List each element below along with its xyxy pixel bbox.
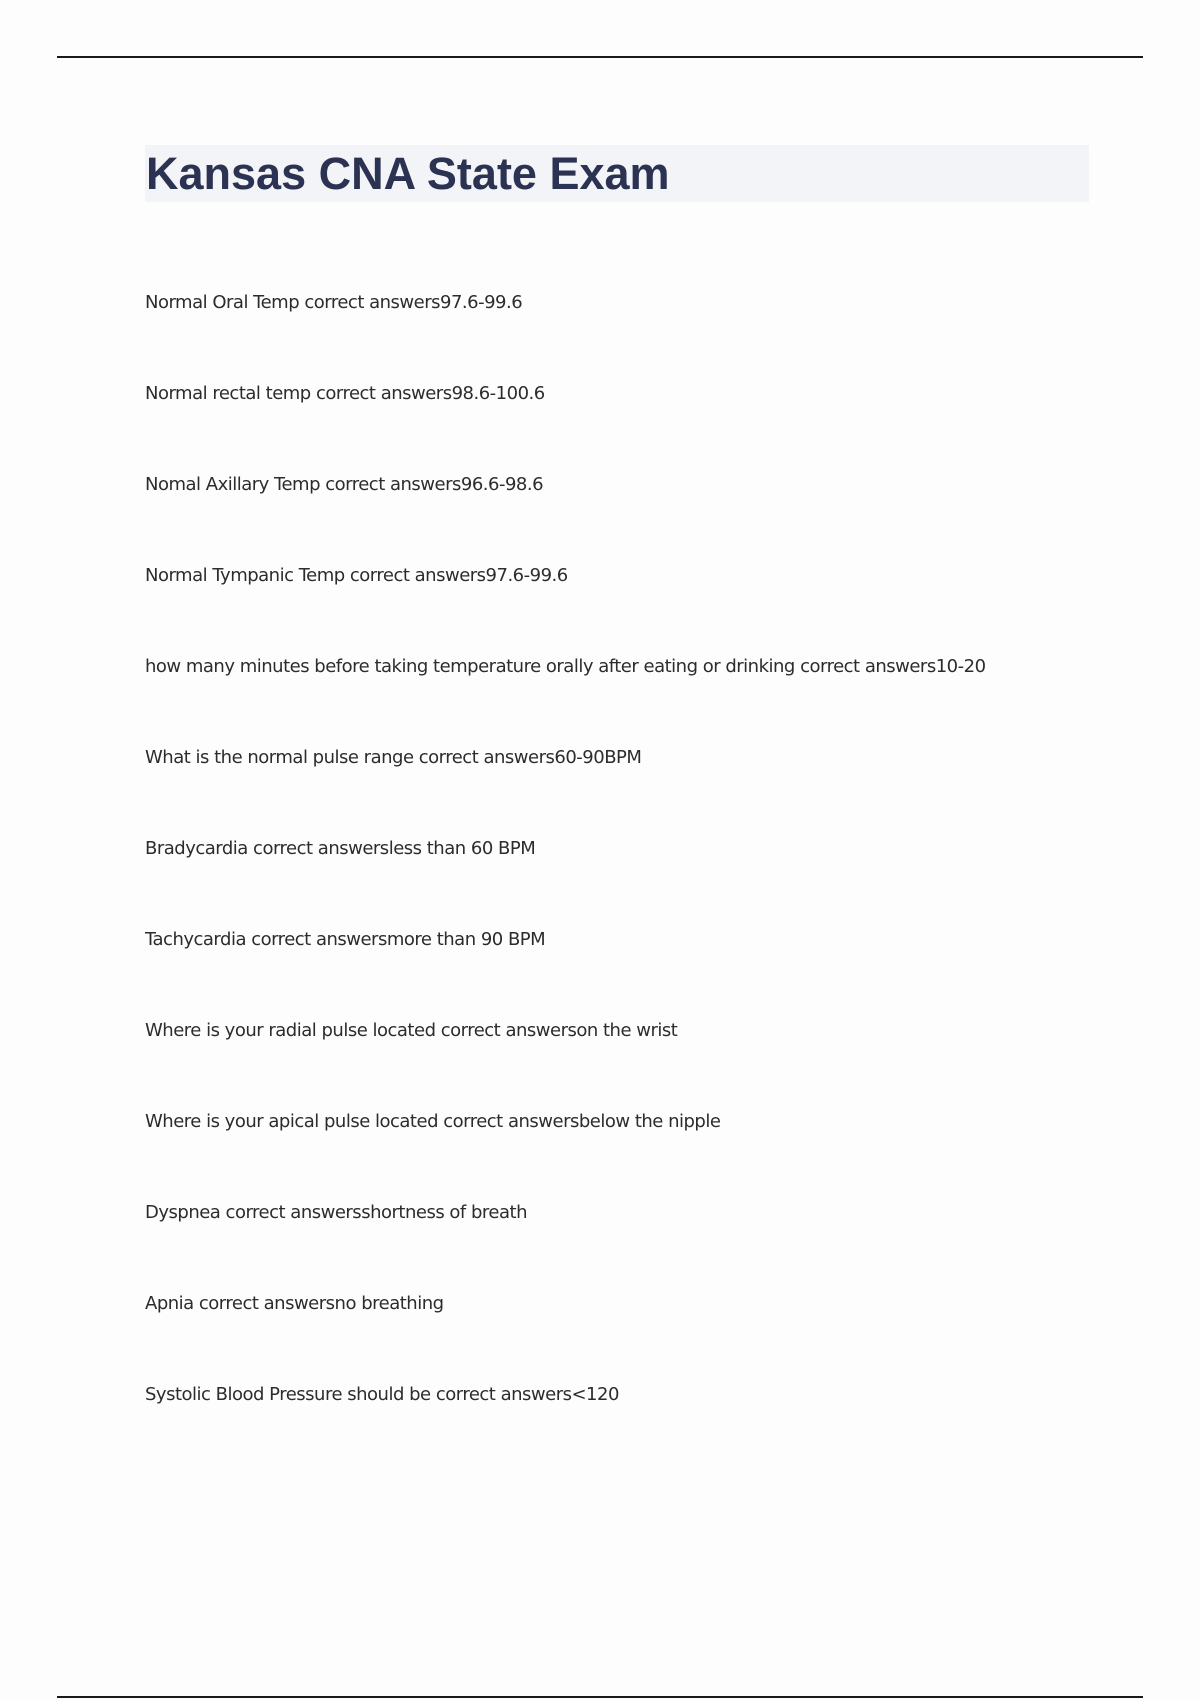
qa-answer: 97.6-99.6 bbox=[440, 292, 523, 313]
qa-answer: shortness of breath bbox=[361, 1202, 527, 1223]
qa-item bbox=[145, 382, 1095, 473]
qa-question: Dyspnea correct answers bbox=[145, 1202, 362, 1223]
qa-question: Normal Tympanic Temp correct answers bbox=[145, 565, 486, 586]
qa-question: Where is your apical pulse located correct answers bbox=[145, 1111, 579, 1132]
qa-item bbox=[145, 837, 1095, 928]
qa-answer: on the wrist bbox=[576, 1020, 678, 1041]
qa-question: Where is your radial pulse located correct answers bbox=[145, 1020, 577, 1041]
qa-answer: 97.6-99.6 bbox=[485, 565, 568, 586]
qa-answer: 96.6-98.6 bbox=[460, 474, 544, 495]
qa-answer: more than 90 BPM bbox=[386, 929, 546, 950]
qa-item bbox=[145, 1110, 1095, 1201]
qa-answer: 98.6-100.6 bbox=[451, 383, 545, 404]
qa-item bbox=[145, 655, 1095, 746]
qa-question: Normal rectal temp correct answers bbox=[145, 383, 452, 404]
qa-answer: 10-20 bbox=[935, 656, 986, 677]
qa-question: Tachycardia correct answers bbox=[145, 929, 387, 950]
page-title: Kansas CNA State Exam bbox=[146, 148, 670, 199]
qa-item bbox=[145, 1383, 1095, 1474]
qa-question: What is the normal pulse range correct answers bbox=[145, 747, 555, 768]
qa-item bbox=[145, 746, 1095, 837]
bottom-rule bbox=[57, 1696, 1143, 1698]
qa-question: Normal Oral Temp correct answers bbox=[145, 292, 441, 313]
qa-item bbox=[145, 564, 1095, 655]
qa-question: Apnia correct answers bbox=[145, 1293, 335, 1314]
top-rule bbox=[57, 56, 1143, 58]
qa-answer: no breathing bbox=[334, 1293, 444, 1314]
qa-item bbox=[145, 1292, 1095, 1383]
qa-answer: 60-90BPM bbox=[554, 747, 642, 768]
qa-item bbox=[145, 291, 1095, 382]
qa-question: Bradycardia correct answers bbox=[145, 838, 389, 859]
qa-question: Systolic Blood Pressure should be correct answers bbox=[145, 1384, 572, 1405]
qa-list bbox=[145, 291, 1095, 1474]
qa-question: how many minutes before taking temperature orally after eating or drinking correct answers bbox=[145, 656, 936, 677]
qa-item bbox=[145, 928, 1095, 1019]
qa-item bbox=[145, 1201, 1095, 1292]
qa-item bbox=[145, 473, 1095, 564]
qa-item bbox=[145, 1019, 1095, 1110]
qa-answer: <120 bbox=[571, 1384, 619, 1405]
qa-answer: less than 60 BPM bbox=[388, 838, 536, 859]
qa-answer: below the nipple bbox=[578, 1111, 721, 1132]
qa-question: Nomal Axillary Temp correct answers bbox=[145, 474, 461, 495]
